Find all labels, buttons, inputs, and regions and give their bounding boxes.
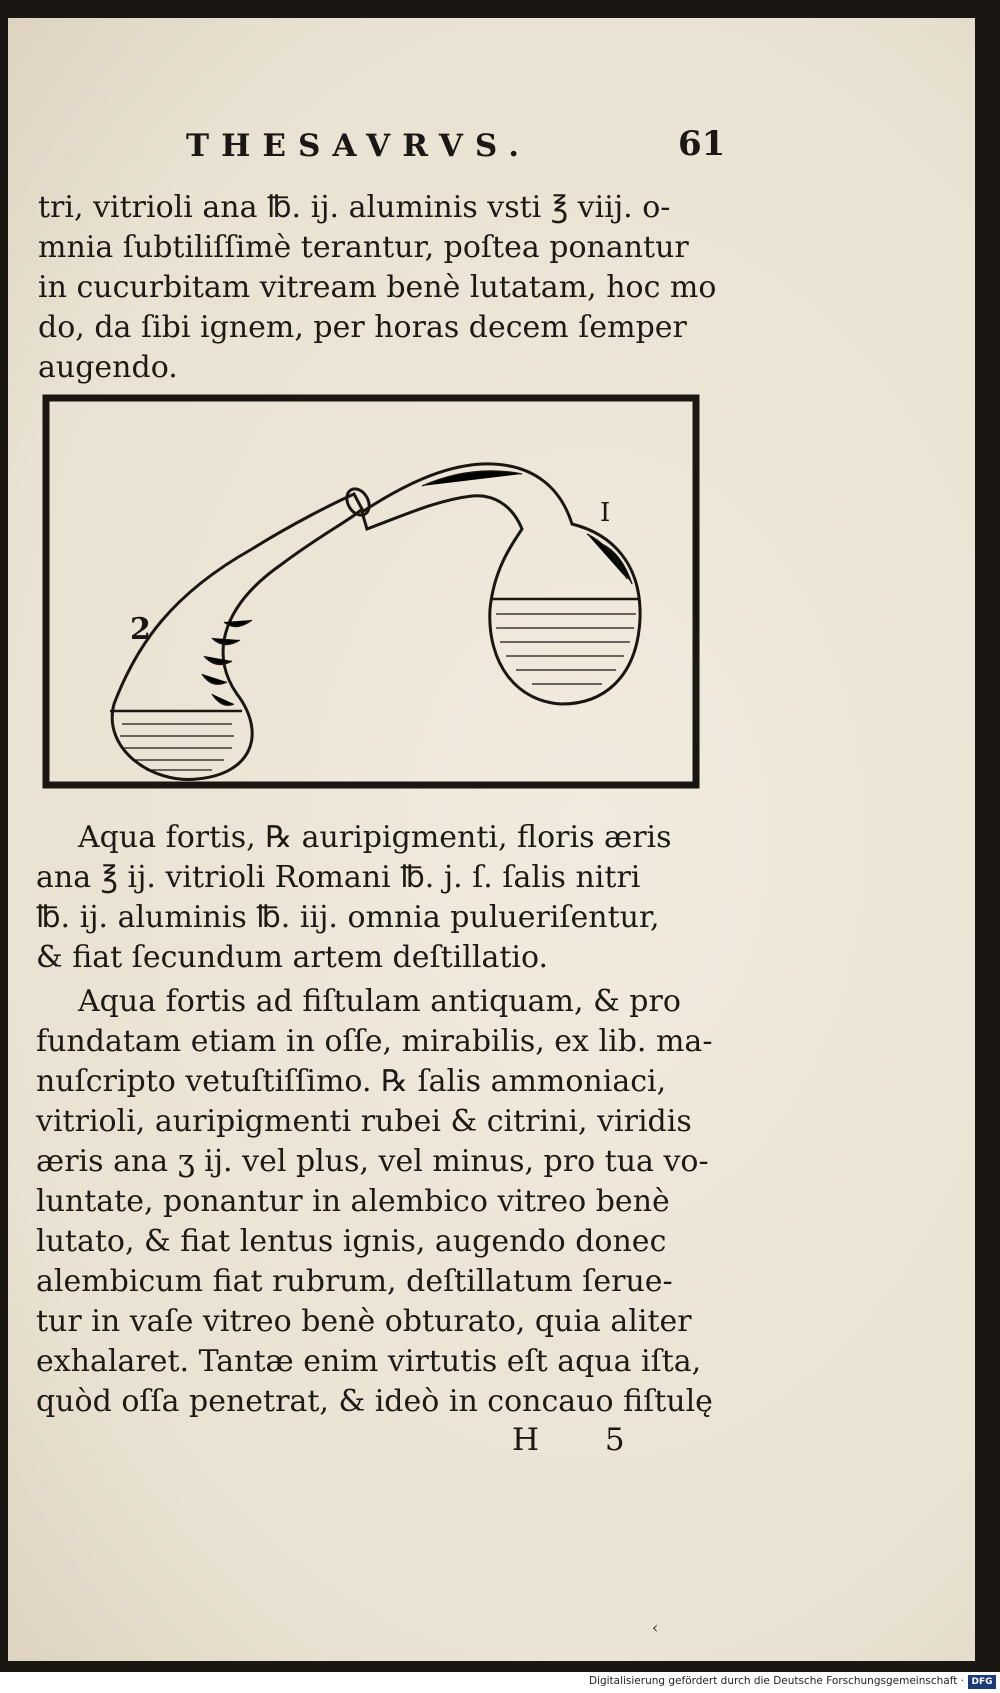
book-page <box>8 18 975 1661</box>
text-line: & fiat ſecundum artem deſtillatio. <box>36 940 549 975</box>
page-number: 61 <box>678 124 726 164</box>
dfg-logo: DFG <box>968 1675 996 1689</box>
retort-illustration <box>42 394 700 789</box>
running-head: THESAVRVS. <box>186 128 532 164</box>
paragraph-aqua-fortis <box>36 818 706 978</box>
text-line: lutato, & fiat lentus ignis, augendo donec <box>36 1224 667 1259</box>
figure-label-1: I <box>600 498 611 528</box>
ink-speck: ‹ <box>652 1618 659 1637</box>
text-line: augendo. <box>38 350 178 385</box>
text-line: mnia ſubtiliſſimè terantur, poſtea ponantur <box>38 230 689 265</box>
text-line: in cucurbitam vitream benè lutatam, hoc mo <box>38 270 717 305</box>
text-line: æris ana ʒ ij. vel plus, vel minus, pro tua vo- <box>36 1144 709 1179</box>
woodcut-retort-figure <box>42 394 700 789</box>
footer-credit: Digitalisierung gefördert durch die Deutsche Forschungsgemeinschaft · <box>588 1675 964 1687</box>
signature-mark: H 5 <box>512 1422 653 1458</box>
text-line: quòd oſſa penetrat, & ideò in concauo fiſtulę <box>36 1384 713 1419</box>
text-line: tur in vaſe vitreo benè obturato, quia aliter <box>36 1304 692 1339</box>
text-line: fundatam etiam in oſſe, mirabilis, ex lib. ma- <box>36 1024 713 1059</box>
text-line: Aqua fortis ad fiſtulam antiquam, & pro <box>78 984 681 1019</box>
figure-label-2: 2 <box>130 612 151 647</box>
text-line: ℔. ij. aluminis ℔. iij. omnia pulueriſentur, <box>36 900 660 935</box>
text-line: alembicum fiat rubrum, deſtillatum ſerue- <box>36 1264 673 1299</box>
text-line: do, da ſibi ignem, per horas decem ſemper <box>38 310 687 345</box>
text-line: Aqua fortis, ℞ auripigmenti, floris æris <box>78 820 672 855</box>
paragraph-continued <box>38 188 717 388</box>
text-line: nuſcripto vetuſtiſſimo. ℞ ſalis ammoniaci, <box>36 1064 667 1099</box>
text-line: luntate, ponantur in alembico vitreo benè <box>36 1184 670 1219</box>
text-line: vitrioli, auripigmenti rubei & citrini, viridis <box>36 1104 692 1139</box>
text-line: ana ℥ ij. vitrioli Romani ℔. j. ſ. ſalis nitri <box>36 860 641 895</box>
text-line: exhalaret. Tantæ enim virtutis eſt aqua iſta, <box>36 1344 702 1379</box>
paragraph-aqua-fortis-fistula <box>36 982 713 1422</box>
text-line: tri, vitrioli ana ℔. ij. aluminis vsti ℥ viij. o- <box>38 190 671 225</box>
